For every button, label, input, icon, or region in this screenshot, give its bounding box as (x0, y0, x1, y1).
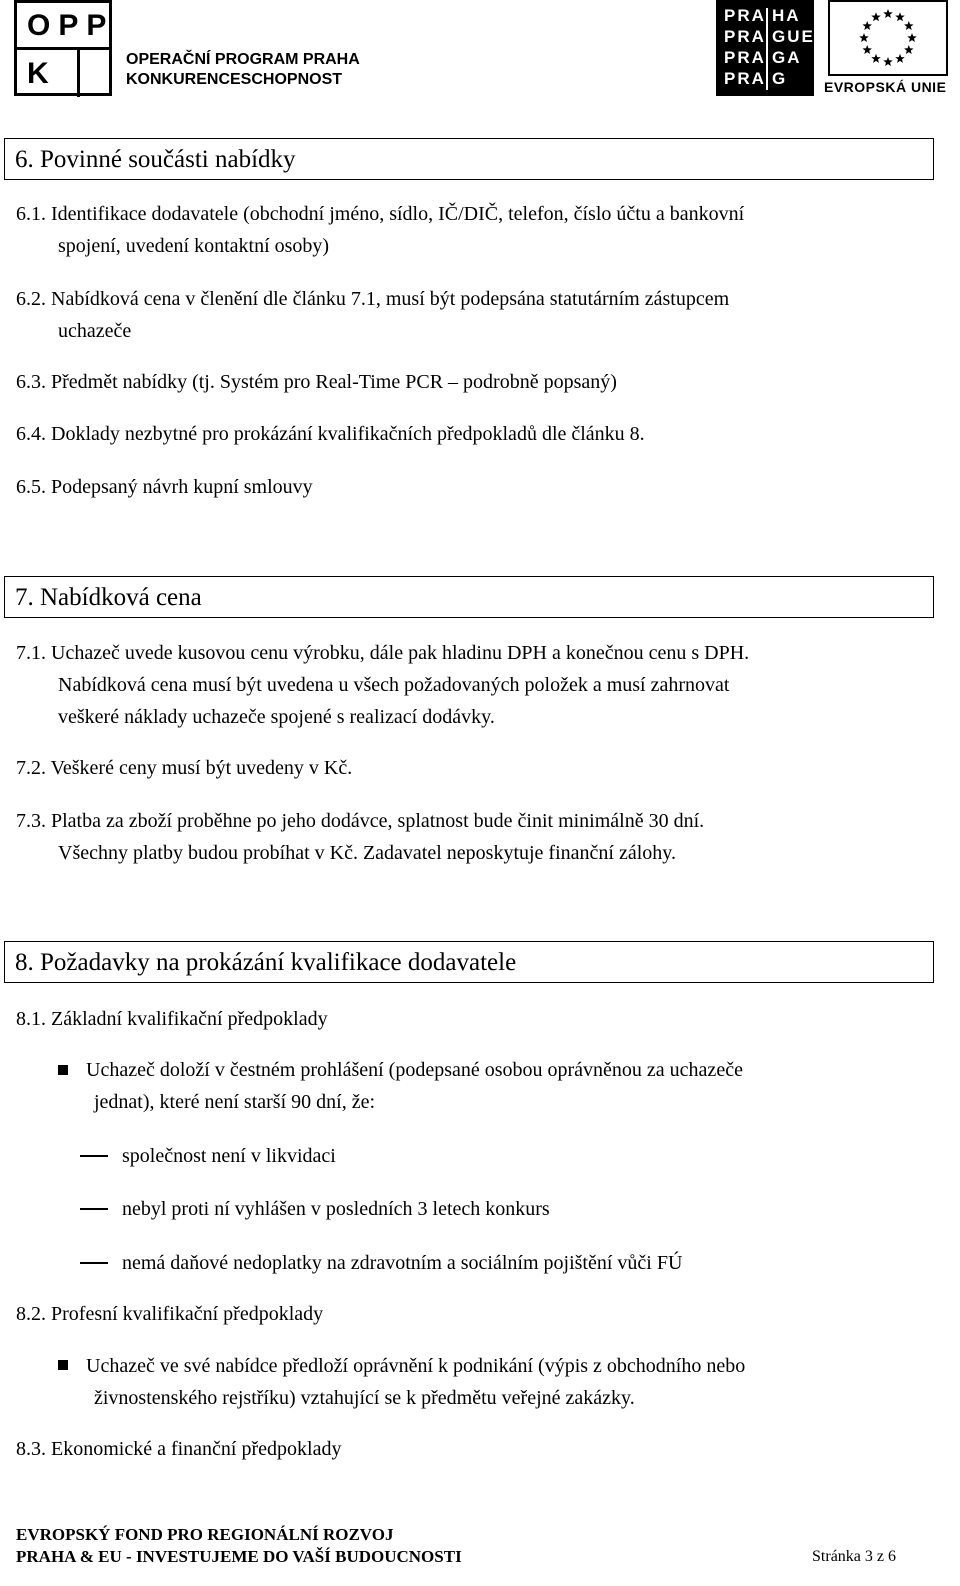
praha-cell: G (772, 69, 788, 88)
page-number: Stránka 3 z 6 (812, 1548, 896, 1565)
eu-star-icon (895, 54, 905, 63)
footer-line1: EVROPSKÝ FOND PRO REGIONÁLNÍ ROZVOJ (16, 1525, 394, 1544)
praha-cell: PRA (724, 48, 766, 67)
item-7-1-line2: Nabídková cena musí být uvedena u všech požadovaných položek a musí zahrnovat (58, 674, 730, 696)
opp-title (126, 50, 360, 90)
item-6-2-line2: uchazeče (58, 320, 132, 342)
item-8-3: 8.3. Ekonomické a finanční předpoklady (16, 1438, 342, 1460)
opp-title-line2: KONKURENCESCHOPNOST (126, 71, 343, 88)
eu-star-icon (904, 45, 914, 54)
section-7-heading-box (4, 576, 934, 618)
praha-cell: PRA (724, 6, 766, 25)
bullet-square-icon (58, 1360, 68, 1370)
bullet-8-2-line2: živnostenského rejstříku) vztahující se k předmětu veřejné zakázky. (94, 1387, 635, 1409)
item-7-1-line1: 7.1. Uchazeč uvede kusovou cenu výrobku, dále pak hladinu DPH a konečnou cenu s DPH. (16, 642, 750, 664)
page-header (0, 0, 960, 110)
item-6-1-line1: 6.1. Identifikace dodavatele (obchodní jméno, sídlo, IČ/DIČ, telefon, číslo účtu a bankovní (16, 203, 745, 225)
eu-flag-icon (828, 0, 948, 76)
eu-star-icon (871, 54, 881, 63)
eu-star-icon (883, 57, 893, 66)
eu-label: EVROPSKÁ UNIE (824, 79, 947, 95)
opp-title-line1: OPERAČNÍ PROGRAM PRAHA (126, 51, 360, 68)
praha-cell: PRA (724, 27, 766, 46)
item-8-2: 8.2. Profesní kvalifikační předpoklady (16, 1303, 324, 1325)
bullet-8-1-line1: Uchazeč doloží v čestném prohlášení (podepsané osobou oprávněnou za uchazeče (86, 1059, 743, 1081)
bullet-8-1-line2: jednat), které není starší 90 dní, že: (94, 1091, 376, 1113)
eu-star-icon (904, 21, 914, 30)
eu-star-icon (859, 33, 869, 42)
bullet-8-2-line1: Uchazeč ve své nabídce předloží oprávnění k podnikání (výpis z obchodního nebo (86, 1355, 746, 1377)
eu-star-icon (862, 45, 872, 54)
eu-star-icon (862, 21, 872, 30)
opp-logo-line2: K (27, 57, 49, 90)
dash-icon (80, 1155, 108, 1157)
item-7-1-line3: veškeré náklady uchazeče spojené s realizací dodávky. (58, 706, 495, 728)
bullet-square-icon (58, 1065, 68, 1075)
item-7-3-line2: Všechny platby budou probíhat v Kč. Zadavatel neposkytuje finanční zálohy. (58, 842, 676, 864)
item-7-2: 7.2. Veškeré ceny musí být uvedeny v Kč. (16, 757, 353, 779)
opp-logo-line1: OPP (27, 9, 115, 42)
dash-icon (80, 1262, 108, 1264)
praha-cell: GUE (772, 27, 815, 46)
dash-item-3: nemá daňové nedoplatky na zdravotním a sociálním pojištění vůči FÚ (122, 1252, 683, 1274)
eu-logo (822, 0, 950, 100)
eu-star-icon (895, 12, 905, 21)
dash-item-1: společnost není v likvidaci (122, 1145, 336, 1167)
item-6-1-line2: spojení, uvedení kontaktní osoby) (58, 235, 330, 257)
footer-line2: PRAHA & EU - INVESTUJEME DO VAŠÍ BUDOUCNOSTI (16, 1547, 462, 1566)
praha-cell: PRA (724, 69, 766, 88)
praha-cell: HA (772, 6, 801, 25)
eu-star-icon (907, 33, 917, 42)
section-8-heading: 8. Požadavky na prokázání kvalifikace dodavatele (15, 949, 517, 976)
eu-star-icon (871, 12, 881, 21)
page-footer (16, 1524, 896, 1568)
praha-logo (716, 0, 814, 96)
opp-logo-mark (14, 0, 115, 96)
dash-icon (80, 1208, 108, 1210)
opp-logo (14, 0, 114, 98)
item-6-3: 6.3. Předmět nabídky (tj. Systém pro Real-Time PCR – podrobně popsaný) (16, 371, 617, 393)
item-6-4: 6.4. Doklady nezbytné pro prokázání kvalifikačních předpokladů dle článku 8. (16, 423, 645, 445)
section-8-heading-box (4, 941, 934, 983)
item-6-5: 6.5. Podepsaný návrh kupní smlouvy (16, 476, 313, 498)
eu-star-icon (883, 9, 893, 18)
item-7-3-line1: 7.3. Platba za zboží proběhne po jeho dodávce, splatnost bude činit minimálně 30 dní. (16, 810, 705, 832)
section-6-heading: 6. Povinné součásti nabídky (15, 146, 296, 173)
dash-item-2: nebyl proti ní vyhlášen v posledních 3 letech konkurs (122, 1198, 550, 1220)
section-6-heading-box (4, 138, 934, 180)
item-8-1: 8.1. Základní kvalifikační předpoklady (16, 1008, 328, 1030)
item-6-2-line1: 6.2. Nabídková cena v členění dle článku 7.1, musí být podepsána statutárním zástupcem (16, 288, 730, 310)
praha-cell: GA (772, 48, 802, 67)
section-7-heading: 7. Nabídková cena (15, 584, 202, 611)
